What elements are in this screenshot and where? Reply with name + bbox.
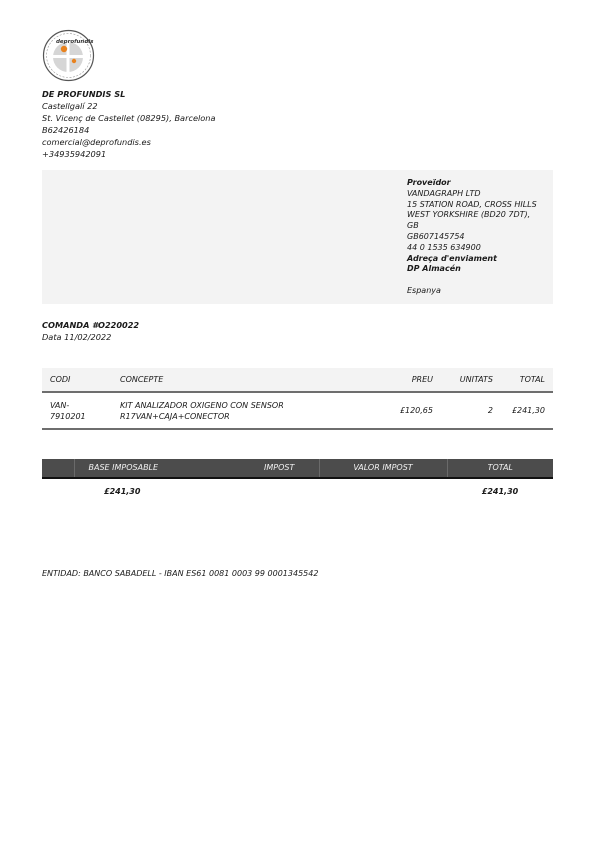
header-total: TOTAL bbox=[519, 374, 545, 384]
items-header-row bbox=[42, 368, 553, 392]
header-price: PREU bbox=[411, 374, 433, 384]
provider-address-1: 15 STATION ROAD, CROSS HILLS bbox=[407, 199, 537, 209]
item-concept-line-1: KIT ANALIZADOR OXIGENO CON SENSOR bbox=[120, 400, 284, 410]
provider-box bbox=[42, 170, 553, 304]
items-table bbox=[42, 368, 553, 430]
tax-header-base: BASE IMPOSABLE bbox=[74, 459, 176, 478]
company-logo-mark bbox=[42, 29, 95, 82]
spacer bbox=[407, 275, 547, 286]
item-price: £120,65 bbox=[381, 392, 441, 429]
provider-info bbox=[407, 178, 547, 297]
provider-vat: GB607145754 bbox=[407, 231, 465, 241]
table-row bbox=[42, 392, 553, 429]
order-info bbox=[42, 319, 139, 343]
provider-phone: 44 0 1535 634900 bbox=[407, 242, 481, 252]
order-date: Data 11/02/2022 bbox=[42, 332, 112, 342]
tax-header-tax: IMPOST bbox=[176, 459, 319, 478]
item-units: 2 bbox=[441, 392, 501, 429]
tax-header-blank bbox=[42, 459, 74, 478]
provider-address-2: WEST YORKSHIRE (BD20 7DT), bbox=[407, 210, 531, 220]
shipping-country: Espanya bbox=[407, 285, 441, 295]
tax-amount-value bbox=[319, 478, 447, 504]
shipping-name: DP Almacén bbox=[407, 264, 461, 274]
header-code: CODI bbox=[50, 374, 71, 384]
tax-row bbox=[42, 478, 553, 504]
item-concept-line-2: R17VAN+CAJA+CONECTOR bbox=[120, 411, 230, 421]
tax-summary-table bbox=[42, 459, 553, 504]
provider-country: GB bbox=[407, 221, 419, 231]
item-code: VAN-7910201 bbox=[42, 392, 112, 429]
header-units: UNITATS bbox=[459, 374, 493, 384]
item-total: £241,30 bbox=[501, 392, 553, 429]
shipping-heading: Adreça d'enviament bbox=[407, 253, 497, 263]
tax-cell-blank bbox=[42, 478, 74, 504]
bank-info: ENTIDAD: BANCO SABADELL - IBAN ES61 0081 0003 99 0001345542 bbox=[42, 569, 319, 578]
order-number: COMANDA #O220022 bbox=[42, 320, 140, 330]
tax-base-value: £241,30 bbox=[104, 486, 141, 496]
tax-value bbox=[176, 478, 319, 504]
tax-total-value: £241,30 bbox=[481, 486, 519, 496]
company-phone: +34935942091 bbox=[42, 149, 107, 159]
company-city: St. Vicenç de Castellet (08295), Barcelona bbox=[42, 113, 216, 123]
company-name: DE PROFUNDIS SL bbox=[42, 89, 126, 99]
company-tax-id: B62426184 bbox=[42, 125, 90, 135]
header-concept: CONCEPTE bbox=[120, 374, 164, 384]
provider-name: VANDAGRAPH LTD bbox=[407, 188, 481, 198]
item-concept bbox=[112, 392, 381, 429]
tax-header-tax-value: VALOR IMPOST bbox=[319, 459, 447, 478]
tax-header-total: TOTAL bbox=[447, 459, 553, 478]
tax-header-row bbox=[42, 459, 553, 478]
provider-heading: Proveïdor bbox=[407, 178, 451, 187]
logo-text: deprofundis bbox=[56, 39, 94, 45]
company-email: comercial@deprofundis.es bbox=[42, 137, 151, 147]
company-logo bbox=[42, 29, 95, 82]
company-info bbox=[42, 88, 302, 160]
company-street: Castellgalí 22 bbox=[42, 101, 98, 111]
